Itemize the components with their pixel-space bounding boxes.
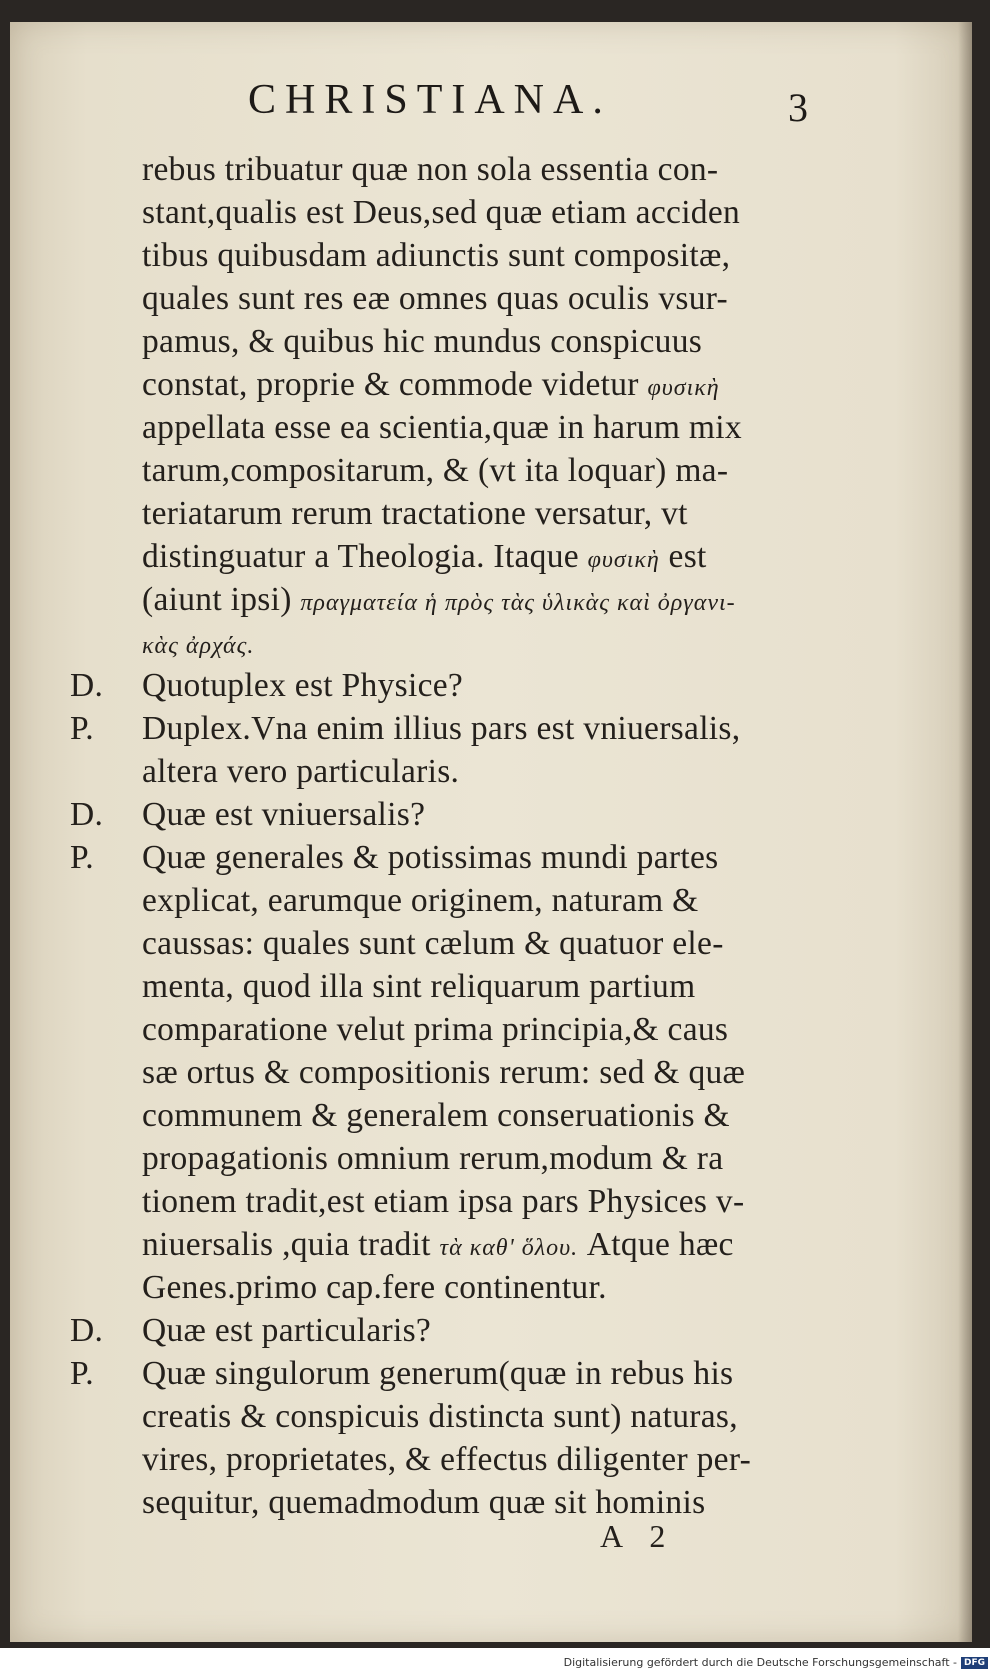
latin-text: comparatione velut prima principia,& caus [142, 1011, 729, 1048]
latin-text-continued: est [659, 538, 707, 575]
text-line [70, 320, 830, 363]
latin-text: distinguatur a Theologia. Itaque [142, 538, 579, 575]
text-line [70, 578, 830, 621]
text-line [70, 191, 830, 234]
speaker-label: P. [70, 1355, 94, 1392]
latin-text: teriatarum rerum tractatione versatur, vt [142, 495, 688, 532]
dialogue-line [70, 1309, 830, 1352]
text-line [70, 148, 830, 191]
text-line [70, 1094, 830, 1137]
text-line [70, 234, 830, 277]
text-line [70, 449, 830, 492]
text-line [70, 1180, 830, 1223]
greek-text: πραγματεία ἡ πρὸς τὰς ὑλικὰς καὶ ὀργανι- [300, 590, 736, 616]
text-line [70, 922, 830, 965]
text-line [70, 1438, 830, 1481]
page-number: 3 [788, 85, 808, 130]
dialogue-line [70, 664, 830, 707]
text-line [70, 535, 830, 578]
latin-text: menta, quod illa sint reliquarum partium [142, 968, 696, 1005]
text-line [70, 1395, 830, 1438]
latin-text: Quæ est particularis? [142, 1312, 432, 1349]
digitization-credit [564, 1656, 988, 1669]
text-line [70, 1008, 830, 1051]
latin-text: tarum,compositarum, & (vt ita loquar) ma- [142, 452, 729, 489]
page-edge-shadow [958, 22, 972, 1642]
dialogue-line [70, 793, 830, 836]
latin-text: sequitur, quemadmodum quæ sit hominis [142, 1484, 706, 1521]
latin-text: niuersalis ,quia tradit [142, 1226, 431, 1263]
latin-text: constat, proprie & commode videtur [142, 366, 639, 403]
text-line [70, 492, 830, 535]
speaker-label: P. [70, 839, 94, 876]
latin-text-continued: Atque hæc [578, 1226, 734, 1263]
latin-text: rebus tribuatur quæ non sola essentia con- [142, 151, 719, 188]
dfg-logo: DFG [961, 1657, 988, 1669]
text-line [70, 965, 830, 1008]
greek-text: κὰς ἀρχάς. [142, 633, 255, 659]
latin-text: tionem tradit,est etiam ipsa pars Physices v- [142, 1183, 745, 1220]
text-line [70, 1137, 830, 1180]
latin-text: Duplex.Vna enim illius pars est vniuersalis, [142, 710, 741, 747]
speaker-label: D. [70, 796, 104, 833]
latin-text: (aiunt ipsi) [142, 581, 292, 618]
dialogue-line [70, 1352, 830, 1395]
latin-text: quales sunt res eæ omnes quas oculis vsur- [142, 280, 728, 317]
latin-text: vires, proprietates, & effectus diligenter per- [142, 1441, 752, 1478]
latin-text: propagationis omnium rerum,modum & ra [142, 1140, 724, 1177]
text-line [70, 1481, 830, 1524]
greek-text: τὰ καθ' ὅλου. [439, 1235, 579, 1261]
text-line [70, 1223, 830, 1266]
dialogue-line [70, 707, 830, 750]
latin-text: altera vero particularis. [142, 753, 460, 790]
latin-text: pamus, & quibus hic mundus conspicuus [142, 323, 703, 360]
speaker-label: D. [70, 667, 104, 704]
latin-text: Genes.primo cap.fere continentur. [142, 1269, 607, 1306]
latin-text: sæ ortus & compositionis rerum: sed & quæ [142, 1054, 746, 1091]
text-line [70, 879, 830, 922]
text-line [70, 1051, 830, 1094]
text-line [70, 363, 830, 406]
book-page [10, 22, 972, 1642]
text-line [70, 621, 830, 664]
dialogue-line [70, 836, 830, 879]
signature-mark: A 2 [600, 1518, 676, 1554]
latin-text: Quotuplex est Physice? [142, 667, 464, 704]
body-text [70, 148, 830, 1524]
latin-text: creatis & conspicuis distincta sunt) naturas, [142, 1398, 738, 1435]
speaker-label: D. [70, 1312, 104, 1349]
credit-text: Digitalisierung gefördert durch die Deutsche Forschungsgemeinschaft - [563, 1656, 957, 1669]
running-head: CHRISTIANA. [248, 77, 612, 123]
text-line [70, 277, 830, 320]
latin-text: Quæ generales & potissimas mundi partes [142, 839, 719, 876]
latin-text: appellata esse ea scientia,quæ in harum mix [142, 409, 742, 446]
latin-text: caussas: quales sunt cælum & quatuor ele- [142, 925, 724, 962]
latin-text: stant,qualis est Deus,sed quæ etiam acciden [142, 194, 741, 231]
greek-text: φυσικὴ [647, 375, 720, 401]
latin-text: tibus quibusdam adiunctis sunt compositæ, [142, 237, 731, 274]
latin-text: communem & generalem conseruationis & [142, 1097, 730, 1134]
text-line [70, 406, 830, 449]
text-line [70, 1266, 830, 1309]
latin-text: Quæ singulorum generum(quæ in rebus his [142, 1355, 734, 1392]
greek-text: φυσικὴ [587, 547, 660, 573]
latin-text: Quæ est vniuersalis? [142, 796, 426, 833]
text-line [70, 750, 830, 793]
latin-text: explicat, earumque originem, naturam & [142, 882, 699, 919]
speaker-label: P. [70, 710, 94, 747]
